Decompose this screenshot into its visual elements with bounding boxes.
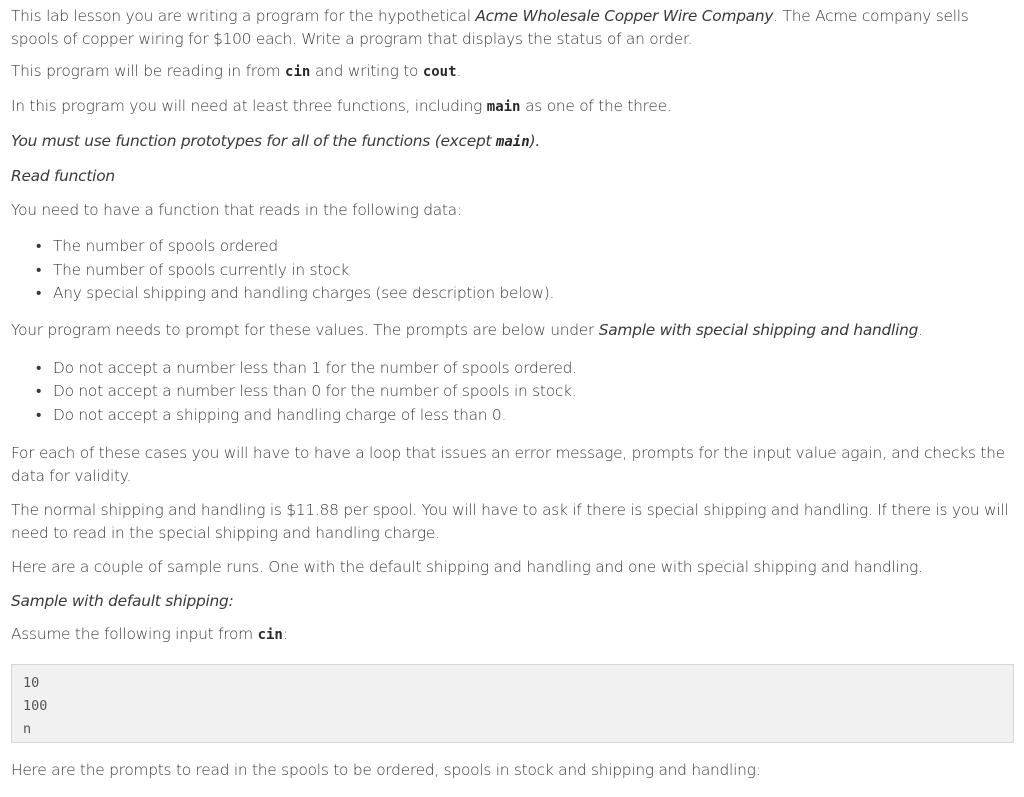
functions-text-end: as one of the three. xyxy=(520,97,672,115)
code-main: main xyxy=(486,99,521,115)
list-item-text: Do not accept a number less than 0 for the number of spools in stock. xyxy=(53,382,577,400)
io-paragraph xyxy=(11,60,1014,84)
read-intro: You need to have a function that reads in the following data: xyxy=(11,201,462,219)
code-main-italic: main xyxy=(495,134,530,150)
code-cin: cin xyxy=(257,627,283,643)
list-item-text: Any special shipping and handling charges (see description below). xyxy=(53,284,555,302)
prompt-sample-ref: Sample with special shipping and handling xyxy=(598,320,919,339)
prompt-paragraph xyxy=(11,319,1014,342)
assume-paragraph xyxy=(11,623,1014,647)
prototype-text-end: ). xyxy=(529,132,541,150)
list-item xyxy=(36,404,1014,428)
list-item xyxy=(36,282,1014,306)
list-item-text: Do not accept a number less than 1 for the number of spools ordered. xyxy=(53,358,577,377)
intro-paragraph xyxy=(11,0,1014,51)
list-item-text: Do not accept a shipping and handling charge of less than 0. xyxy=(53,405,507,424)
bullet-icon: • xyxy=(36,284,42,302)
prompt-text: Your program needs to prompt for these values. The prompts are below under xyxy=(11,320,599,339)
prompt-text-end: . xyxy=(918,320,923,339)
sample-input-block xyxy=(11,664,1014,743)
bullet-icon: • xyxy=(36,382,42,400)
bullet-icon: • xyxy=(36,358,42,377)
list-item xyxy=(36,259,1014,283)
functions-text: In this program you will need at least three functions, including xyxy=(11,97,487,115)
intro-text-cont: . The Acme company sells spools of copper wiring for $100 each. Write a program that displays the status of an order. xyxy=(11,7,969,48)
prototype-text: You must use function prototypes for all of the functions (except xyxy=(11,132,496,150)
prompts-paragraph: Here are the prompts to read in the spools to be ordered, spools in stock and shipping and handling: xyxy=(11,761,761,779)
bullet-icon: • xyxy=(36,237,42,255)
validation-list xyxy=(11,357,1014,428)
assume-text: Assume the following input from xyxy=(11,625,258,643)
input-line: 100 xyxy=(23,698,48,714)
list-item xyxy=(36,357,1014,381)
list-item xyxy=(36,380,1014,404)
code-cout: cout xyxy=(422,64,457,80)
io-text-end: . xyxy=(456,62,462,80)
io-text: This program will be reading in from xyxy=(11,62,286,80)
prototype-paragraph xyxy=(11,130,1014,154)
assume-text-end: : xyxy=(282,625,288,643)
read-function-heading: Read function xyxy=(11,167,115,185)
sample-intro: Here are a couple of sample runs. One with the default shipping and handling and one with special shipping and handling. xyxy=(11,558,923,576)
intro-text: This lab lesson you are writing a program for the hypothetical xyxy=(11,7,476,25)
company-name: Acme Wholesale Copper Wire Company xyxy=(475,7,774,25)
loop-paragraph: For each of these cases you will have to have a loop that issues an error message, prompts for the input value again, and checks the data for validity. xyxy=(11,444,1005,485)
read-data-list xyxy=(11,235,1014,306)
list-item-text: The number of spools ordered xyxy=(53,237,278,255)
list-item-text: The number of spools currently in stock xyxy=(53,260,350,279)
input-line: 10 xyxy=(23,675,40,691)
shipping-paragraph: The normal shipping and handling is $11.88 per spool. You will have to ask if there is special shipping and handling. If there is you will need to read in the special shipping and handling charge. xyxy=(11,501,1009,542)
io-text-cont: and writing to xyxy=(310,62,423,80)
bullet-icon: • xyxy=(36,260,42,279)
sample-default-heading: Sample with default shipping: xyxy=(11,592,234,610)
bullet-icon: • xyxy=(36,405,42,424)
list-item xyxy=(36,235,1014,259)
code-cin: cin xyxy=(285,64,311,80)
functions-paragraph xyxy=(11,95,1014,119)
input-line: n xyxy=(23,721,32,737)
